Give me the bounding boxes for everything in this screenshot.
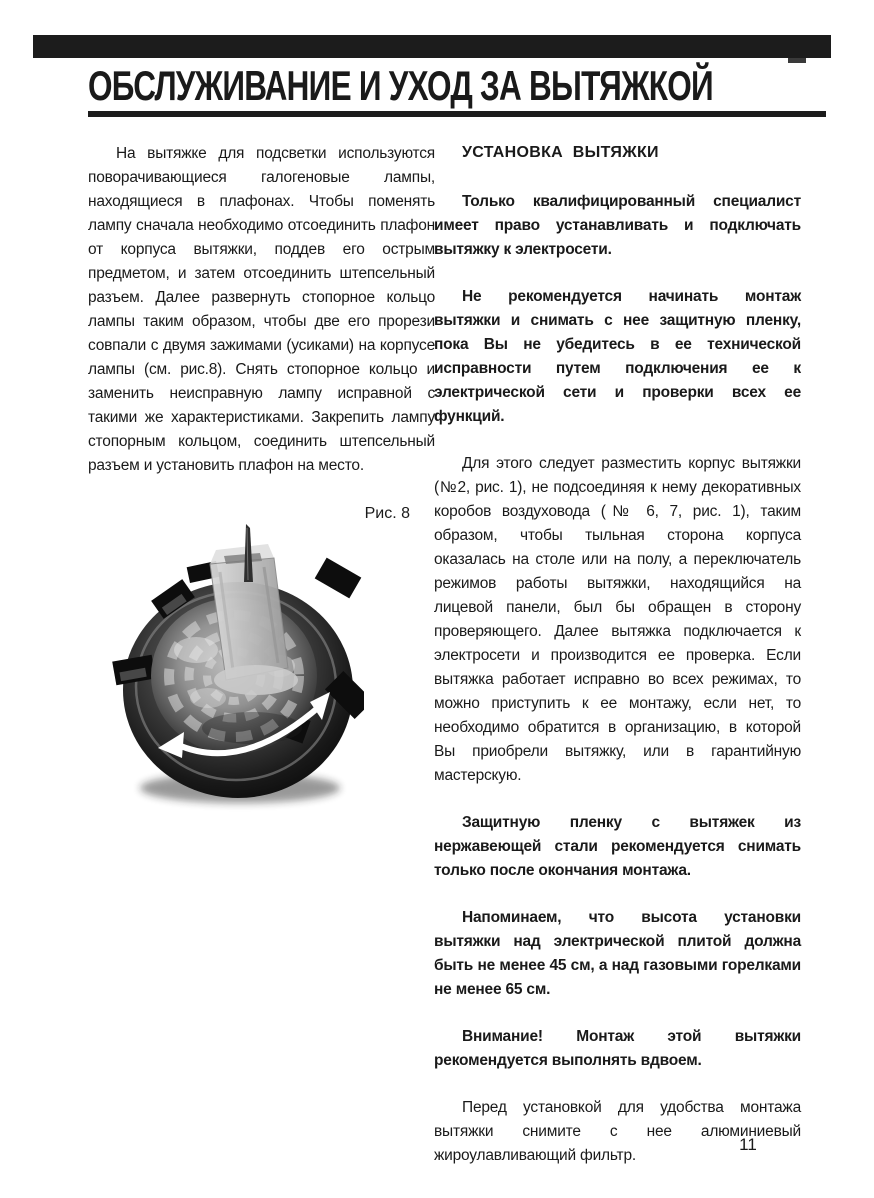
page-title-text: ОБСЛУЖИВАНИЕ И УХОД ЗА ВЫТЯЖКОЙ (88, 62, 713, 109)
paragraph-mounting-height: Напоминаем, что высота установки вытяжки над электрической плитой должна быть не менее 45 см, а над газовыми горелками не менее 65 см. (434, 909, 801, 998)
paragraph-stainless-film: Защитную пленку с вытяжек из нержавеющей стали рекомендуется снимать только после окончания монтажа. (434, 814, 801, 879)
paragraph-test-procedure: Для этого следует разместить корпус вытяжки (№2, рис. 1), не подсоединяя к нему декоративных коробов воздуховода (№ 6, 7, рис. 1), таким образом, чтобы тыльная сторона корпуса оказалась на столе или на полу, а переключатель режимов работы вытяжки, находящийся на лицевой панели, был бы обращен в сторону проверяющего. Далее вытяжка подключается к электросети и производится ее проверка. Если вытяжка работает исправно во всех режимах, то можно приступить к ее монтажу, если нет, то необходимо обратится в организацию, в которой Вы приобрели вытяжку, или в гарантийную мастерскую. (434, 455, 801, 784)
paragraph-no-film-removal: Не рекомендуется начинать монтаж вытяжки и снимать с нее защитную пленку, пока Вы не убедитесь в ее технической исправности путем подключения ее к электрической сети и проверки всех ее функций. (434, 288, 801, 425)
paragraph-lamp-replacement: На вытяжке для подсветки используются поворачивающиеся галогеновые лампы, находящиеся в плафонах. Чтобы поменять лампу сначала необходимо отсоединить плафон от корпуса вытяжки, поддев его острым предметом, и затем отсоединить штепсельный разъем. Далее развернуть стопорное кольцо лампы таким образом, чтобы две его прорези совпали с двумя зажимами (усиками) на корпусе лампы (см. рис.8). Снять стопорное кольцо и заменить неисправную лампу исправной с такими же характеристиками. Закрепить лампу стопорным кольцом, соединить штепсельный разъем и установить плафон на место. (88, 145, 435, 474)
header-bar (33, 35, 831, 58)
page-number: 11 (739, 1135, 757, 1154)
left-column (88, 142, 435, 501)
page-title (88, 62, 874, 110)
right-column (434, 143, 801, 1191)
figure-8-label: Рис. 8 (364, 505, 410, 522)
paragraph-qualified-specialist: Только квалифицированный специалист имеет право устанавливать и подключать вытяжку к электросети. (434, 193, 801, 258)
paragraph-remove-filter: Перед установкой для удобства монтажа вытяжки снимите с нее алюминиевый жироулавливающий фильтр. (434, 1099, 801, 1164)
paragraph-attention-two-people: Внимание! Монтаж этой вытяжки рекомендуется выполнять вдвоем. (434, 1028, 801, 1069)
halogen-lamp-illustration (112, 520, 364, 812)
section-heading-installation: УСТАНОВКА ВЫТЯЖКИ (462, 144, 659, 161)
figure-8-photo (112, 520, 364, 812)
title-underline (88, 111, 826, 117)
